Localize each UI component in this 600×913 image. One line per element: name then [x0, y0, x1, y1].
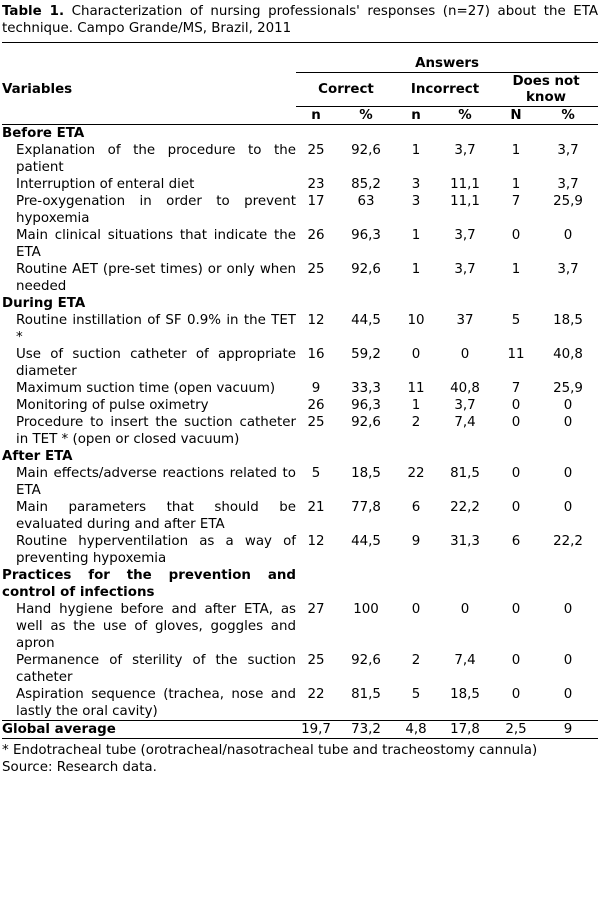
- row-label-text: Aspiration sequence (trachea, nose and lastly the oral cavity): [16, 687, 296, 719]
- row-value: 22,2: [553, 534, 583, 549]
- row-value: 11: [507, 347, 525, 362]
- global-average-value: 17,8: [450, 722, 480, 737]
- row-value: 0: [511, 466, 521, 481]
- row-value: 5: [311, 466, 321, 481]
- section-row: [2, 295, 598, 312]
- table-row: [2, 346, 598, 380]
- table-caption: [2, 3, 598, 37]
- row-value: 0: [511, 228, 521, 243]
- row-label-text: Permanence of sterility of the suction catheter: [16, 653, 296, 685]
- table-row: [2, 414, 598, 448]
- row-value: 0: [511, 653, 521, 668]
- global-average-label: Global average: [2, 722, 116, 737]
- row-label: [2, 465, 296, 499]
- row-value: 3,7: [454, 398, 476, 413]
- row-value: 10: [407, 313, 425, 328]
- row-label: [2, 380, 296, 397]
- row-label: [2, 686, 296, 721]
- row-value: 40,8: [450, 381, 480, 396]
- section-title: After ETA: [2, 449, 73, 464]
- row-value: 11,1: [450, 194, 480, 209]
- row-value: 96,3: [351, 398, 381, 413]
- row-label: [2, 533, 296, 567]
- header-row-sub: [2, 107, 598, 125]
- table-row: [2, 601, 598, 652]
- row-value: 33,3: [351, 381, 381, 396]
- global-average-row: [2, 721, 598, 739]
- row-value: 0: [563, 602, 573, 617]
- section-title: Practices for the prevention and control of infections: [2, 568, 296, 600]
- caption-label: Table 1.: [2, 4, 65, 19]
- table-row: [2, 380, 598, 397]
- subheader-cell: %: [336, 107, 396, 125]
- row-label-text: Routine AET (pre-set times) or only when needed: [16, 262, 296, 294]
- row-value: 12: [307, 534, 325, 549]
- table-row: [2, 227, 598, 261]
- row-label: [2, 601, 296, 652]
- row-value: 44,5: [351, 313, 381, 328]
- source-note: Source: Research data.: [2, 760, 157, 775]
- row-value: 1: [511, 262, 521, 277]
- row-value: 3,7: [557, 143, 579, 158]
- row-label: [2, 346, 296, 380]
- row-value: 59,2: [351, 347, 381, 362]
- row-label-text: Explanation of the procedure to the patient: [16, 143, 296, 175]
- row-label: [2, 397, 296, 414]
- header-row-groups: [2, 73, 598, 107]
- row-value: 81,5: [351, 687, 381, 702]
- table-row: [2, 261, 598, 295]
- section-row: [2, 448, 598, 465]
- row-label-text: Routine instillation of SF 0.9% in the TET *: [16, 313, 296, 345]
- row-value: 25,9: [553, 194, 583, 209]
- global-average-value: 9: [563, 722, 573, 737]
- row-value: 63: [357, 194, 375, 209]
- row-value: 25: [307, 653, 325, 668]
- row-value: 31,3: [450, 534, 480, 549]
- row-value: 0: [563, 466, 573, 481]
- row-value: 0: [511, 602, 521, 617]
- row-value: 1: [411, 398, 421, 413]
- table-document: [0, 3, 600, 776]
- row-value: 96,3: [351, 228, 381, 243]
- row-value: 2: [411, 653, 421, 668]
- row-value: 22: [307, 687, 325, 702]
- row-value: 25: [307, 262, 325, 277]
- row-label: [2, 652, 296, 686]
- caption-text: Characterization of nursing professionals' responses (n=27) about the ETA technique. Campo Grande/MS, Brazil, 2011: [2, 4, 598, 36]
- table-row: [2, 465, 598, 499]
- dnk-header: Does not know: [494, 73, 598, 107]
- variables-header: Variables: [2, 82, 73, 97]
- subheader-cell: N: [494, 107, 538, 125]
- table-row: [2, 397, 598, 414]
- row-value: 0: [563, 653, 573, 668]
- table-row: [2, 193, 598, 227]
- row-value: 27: [307, 602, 325, 617]
- row-value: 92,6: [351, 415, 381, 430]
- row-value: 22,2: [450, 500, 480, 515]
- footnote: * Endotracheal tube (orotracheal/nasotracheal tube and tracheostomy cannula): [2, 743, 538, 758]
- row-value: 77,8: [351, 500, 381, 515]
- row-label: [2, 312, 296, 346]
- row-label: [2, 414, 296, 448]
- row-value: 37: [456, 313, 474, 328]
- row-value: 100: [353, 602, 379, 617]
- table-row: [2, 142, 598, 176]
- row-label-text: Routine hyperventilation as a way of preventing hypoxemia: [16, 534, 296, 566]
- row-value: 0: [511, 415, 521, 430]
- row-value: 1: [511, 143, 521, 158]
- row-value: 0: [563, 228, 573, 243]
- row-value: 92,6: [351, 653, 381, 668]
- row-value: 25,9: [553, 381, 583, 396]
- row-value: 0: [511, 398, 521, 413]
- table-row: [2, 312, 598, 346]
- row-value: 18,5: [450, 687, 480, 702]
- global-average-value: 4,8: [405, 722, 427, 737]
- row-value: 2: [411, 415, 421, 430]
- section-title: Before ETA: [2, 126, 85, 141]
- row-value: 9: [411, 534, 421, 549]
- row-value: 92,6: [351, 143, 381, 158]
- row-value: 18,5: [553, 313, 583, 328]
- row-value: 18,5: [351, 466, 381, 481]
- row-label: [2, 176, 296, 193]
- row-value: 6: [411, 500, 421, 515]
- row-value: 0: [511, 687, 521, 702]
- row-value: 0: [411, 347, 421, 362]
- results-table: [2, 42, 598, 739]
- row-value: 26: [307, 228, 325, 243]
- row-label: [2, 142, 296, 176]
- row-value: 44,5: [351, 534, 381, 549]
- row-value: 92,6: [351, 262, 381, 277]
- row-value: 3,7: [454, 228, 476, 243]
- row-value: 17: [307, 194, 325, 209]
- global-average-value: 19,7: [301, 722, 331, 737]
- row-value: 0: [511, 500, 521, 515]
- row-value: 7: [511, 194, 521, 209]
- row-label: [2, 193, 296, 227]
- subheader-cell: n: [296, 107, 336, 125]
- row-value: 0: [563, 687, 573, 702]
- row-label-text: Maximum suction time (open vacuum): [16, 381, 276, 396]
- row-value: 1: [411, 262, 421, 277]
- row-value: 3,7: [557, 262, 579, 277]
- subheader-cell: %: [538, 107, 598, 125]
- table-row: [2, 686, 598, 721]
- table-row: [2, 533, 598, 567]
- row-value: 0: [563, 415, 573, 430]
- row-value: 7: [511, 381, 521, 396]
- row-value: 7,4: [454, 415, 476, 430]
- row-value: 11,1: [450, 177, 480, 192]
- row-value: 3,7: [454, 262, 476, 277]
- subheader-cell: n: [396, 107, 436, 125]
- subheader-cell: %: [436, 107, 494, 125]
- row-label: [2, 227, 296, 261]
- row-value: 0: [563, 398, 573, 413]
- row-label-text: Hand hygiene before and after ETA, as well as the use of gloves, goggles and apron: [16, 602, 296, 651]
- row-value: 22: [407, 466, 425, 481]
- row-value: 40,8: [553, 347, 583, 362]
- row-value: 9: [311, 381, 321, 396]
- global-average-value: 73,2: [351, 722, 381, 737]
- incorrect-header: Incorrect: [396, 73, 494, 107]
- answers-header: Answers: [415, 56, 479, 71]
- row-value: 3: [411, 177, 421, 192]
- row-value: 3,7: [557, 177, 579, 192]
- global-average-value: 2,5: [505, 722, 527, 737]
- row-value: 0: [460, 347, 470, 362]
- table-row: [2, 176, 598, 193]
- row-value: 6: [511, 534, 521, 549]
- row-label-text: Main parameters that should be evaluated during and after ETA: [16, 500, 296, 532]
- table-row: [2, 652, 598, 686]
- row-value: 12: [307, 313, 325, 328]
- row-value: 25: [307, 415, 325, 430]
- row-label-text: Monitoring of pulse oximetry: [16, 398, 209, 413]
- row-value: 25: [307, 143, 325, 158]
- row-value: 0: [411, 602, 421, 617]
- row-value: 16: [307, 347, 325, 362]
- row-value: 3,7: [454, 143, 476, 158]
- row-value: 1: [511, 177, 521, 192]
- row-value: 23: [307, 177, 325, 192]
- row-value: 21: [307, 500, 325, 515]
- row-label: [2, 499, 296, 533]
- row-value: 85,2: [351, 177, 381, 192]
- row-label-text: Procedure to insert the suction catheter in TET * (open or closed vacuum): [16, 415, 296, 447]
- row-value: 3: [411, 194, 421, 209]
- row-value: 7,4: [454, 653, 476, 668]
- row-label-text: Main clinical situations that indicate the ETA: [16, 228, 296, 260]
- row-label-text: Main effects/adverse reactions related to ETA: [16, 466, 296, 498]
- section-row: [2, 567, 598, 601]
- row-label-text: Pre-oxygenation in order to prevent hypoxemia: [16, 194, 296, 226]
- row-value: 1: [411, 228, 421, 243]
- row-value: 81,5: [450, 466, 480, 481]
- row-value: 5: [511, 313, 521, 328]
- row-label: [2, 261, 296, 295]
- table-row: [2, 499, 598, 533]
- row-value: 11: [407, 381, 425, 396]
- row-value: 26: [307, 398, 325, 413]
- section-row: [2, 125, 598, 143]
- section-title: During ETA: [2, 296, 86, 311]
- row-label-text: Interruption of enteral diet: [16, 177, 195, 192]
- row-value: 0: [563, 500, 573, 515]
- header-row-answers: [2, 43, 598, 73]
- row-value: 0: [460, 602, 470, 617]
- row-value: 1: [411, 143, 421, 158]
- row-value: 5: [411, 687, 421, 702]
- row-label-text: Use of suction catheter of appropriate diameter: [16, 347, 296, 379]
- correct-header: Correct: [296, 73, 396, 107]
